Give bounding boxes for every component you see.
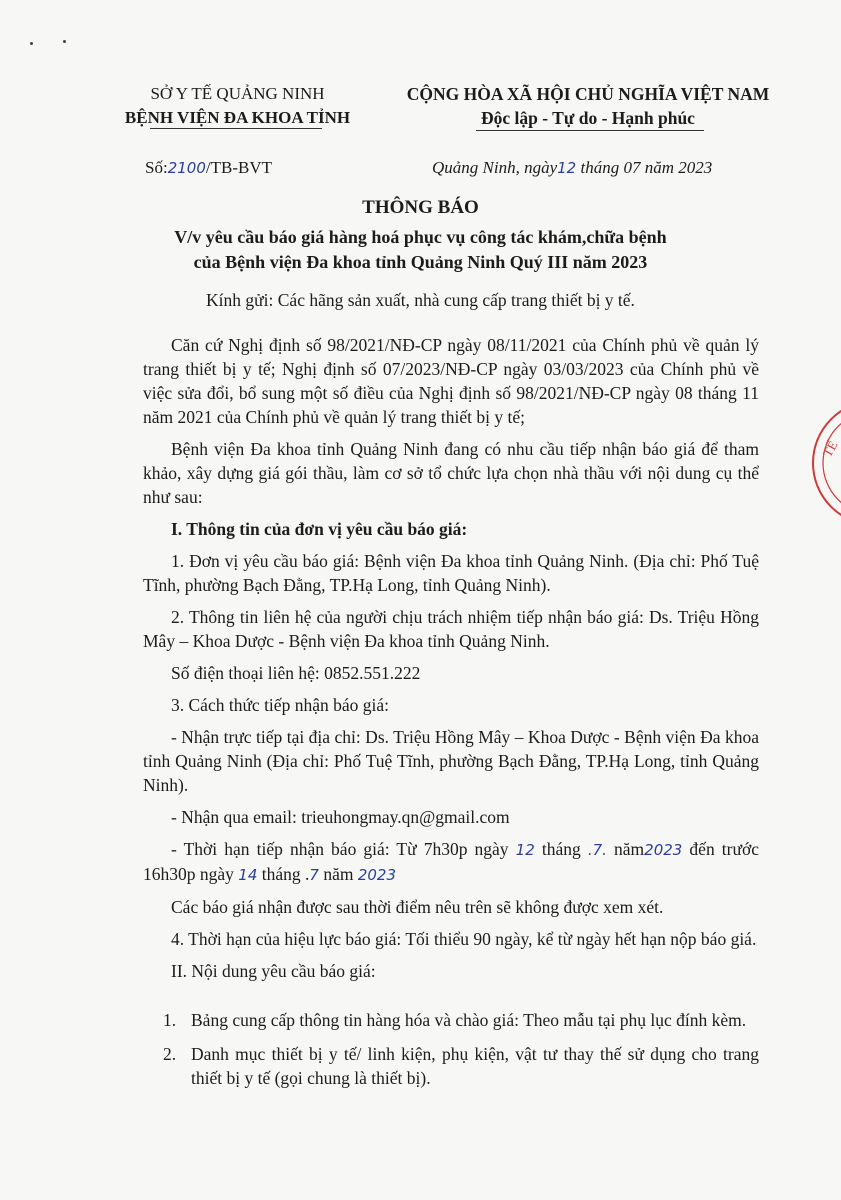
- section-2-heading: II. Nội dung yêu cầu báo giá:: [171, 961, 376, 981]
- deadline-text-e: tháng .: [257, 864, 310, 884]
- number-handwritten: 2100: [167, 159, 206, 177]
- deadline-year-2: 2023: [357, 866, 397, 884]
- subject-line-2: của Bệnh viện Đa khoa tỉnh Quảng Ninh Quý III năm 2023: [193, 252, 648, 272]
- section-1-heading: I. Thông tin của đơn vị yêu cầu báo giá:: [171, 519, 468, 539]
- email-receipt: - Nhận qua email: trieuhongmay.qn@gmail.com: [171, 807, 510, 827]
- deadline-day-2: 14: [238, 866, 258, 884]
- deadline-year-1: 2023: [644, 841, 683, 859]
- motto-underline: [476, 130, 704, 131]
- agency-name: BỆNH VIỆN ĐA KHOA TỈNH: [124, 108, 351, 127]
- deadline-text-d: đến trước 16h30p ngày: [143, 839, 759, 884]
- list-item-text: Danh mục thiết bị y tế/ linh kiện, phụ kiện, vật tư thay thế sử dụng cho trang thiết bị y tế (gọi chung là thiết bị).: [191, 1044, 759, 1088]
- number-suffix: /TB-BVT: [205, 158, 272, 177]
- motto: Độc lập - Tự do - Hạnh phúc: [481, 108, 695, 128]
- receipt-deadline: [143, 837, 759, 887]
- list-item-number: 2.: [163, 1044, 177, 1064]
- list-item-text: Bảng cung cấp thông tin hàng hóa và chào giá: Theo mẫu tại phụ lục đính kèm.: [191, 1010, 747, 1030]
- recipients: Kính gửi: Các hãng sản xuất, nhà cung cấp trang thiết bị y tế.: [206, 290, 635, 310]
- direct-receipt: - Nhận trực tiếp tại địa chỉ: Ds. Triệu Hồng Mây – Khoa Dược - Bệnh viện Đa khoa tỉnh Quảng Ninh (Địa chỉ: Phố Tuệ Tĩnh, phường Bạch Đằng, TP.Hạ Long, tỉnh Quảng Ninh).: [143, 727, 759, 795]
- deadline-text-c: năm: [606, 839, 645, 859]
- deadline-day-1: 12: [515, 841, 535, 859]
- contact-person: 2. Thông tin liên hệ của người chịu trách nhiệm tiếp nhận báo giá: Ds. Triệu Hồng Mây – Khoa Dược - Bệnh viện Đa khoa tỉnh Quảng Ninh.: [143, 607, 759, 651]
- quote-validity: 4. Thời hạn của hiệu lực báo giá: Tối thiểu 90 ngày, kể từ ngày hết hạn nộp báo giá.: [171, 929, 757, 949]
- deadline-month-1: .7.: [587, 841, 607, 859]
- purpose-paragraph: Bệnh viện Đa khoa tỉnh Quảng Ninh đang có nhu cầu tiếp nhận báo giá để tham khảo, xây dựng giá gói thầu, làm cơ sở tổ chức lựa chọn nhà thầu với nội dung cụ thể như sau:: [143, 439, 759, 507]
- body-text: [143, 333, 759, 983]
- document-title: THÔNG BÁO: [362, 197, 479, 218]
- list-item-number: 1.: [163, 1010, 177, 1030]
- requesting-unit: 1. Đơn vị yêu cầu báo giá: Bệnh viện Đa khoa tỉnh Quảng Ninh. (Địa chỉ: Phố Tuệ Tĩnh, phường Bạch Đằng, TP.Hạ Long, tỉnh Quảng Ninh).: [143, 551, 759, 595]
- agency-parent: SỞ Y TẾ QUẢNG NINH: [150, 84, 325, 103]
- agency-underline: [150, 128, 322, 129]
- deadline-month-2: 7: [309, 866, 319, 884]
- list-item: [163, 1008, 759, 1032]
- list-item: [163, 1042, 759, 1090]
- national-motto: [378, 82, 798, 130]
- issuing-agency: [100, 82, 375, 130]
- document-number: [145, 158, 272, 178]
- date-prefix: Quảng Ninh, ngày: [432, 158, 558, 177]
- date-day-handwritten: 12: [557, 159, 577, 177]
- requirements-list: [163, 1008, 759, 1090]
- subject-line-1: V/v yêu cầu báo giá hàng hoá phục vụ công tác khám,chữa bệnh: [174, 227, 667, 247]
- date-suffix: tháng 07 năm 2023: [576, 158, 713, 177]
- legal-basis-paragraph: Căn cứ Nghị định số 98/2021/NĐ-CP ngày 08/11/2021 của Chính phủ về quản lý trang thiết bị y tế; Nghị định số 07/2023/NĐ-CP ngày 03/03/2023 của Chính phủ về việc sửa đổi, bổ sung một số điều của Nghị định số 98/2021/NĐ-CP ngày 08 tháng 11 năm 2021 của Chính phủ về quản lý trang thiết bị y tế;: [143, 335, 759, 427]
- receiving-method-heading: 3. Cách thức tiếp nhận báo giá:: [171, 695, 389, 715]
- contact-phone: Số điện thoại liên hệ: 0852.551.222: [171, 663, 421, 683]
- country-name: CỘNG HÒA XÃ HỘI CHỦ NGHĨA VIỆT NAM: [406, 84, 770, 104]
- stamp-text: TẾ: [819, 438, 841, 460]
- partial-red-stamp: [800, 398, 841, 528]
- deadline-text-b: tháng: [534, 839, 588, 859]
- deadline-text-f: năm: [318, 864, 358, 884]
- deadline-text-a: - Thời hạn tiếp nhận báo giá: Từ 7h30p ngày: [171, 839, 516, 859]
- late-quotes-note: Các báo giá nhận được sau thời điểm nêu trên sẽ không được xem xét.: [171, 897, 664, 917]
- issue-date: [432, 158, 712, 178]
- number-label: Số:: [145, 158, 168, 177]
